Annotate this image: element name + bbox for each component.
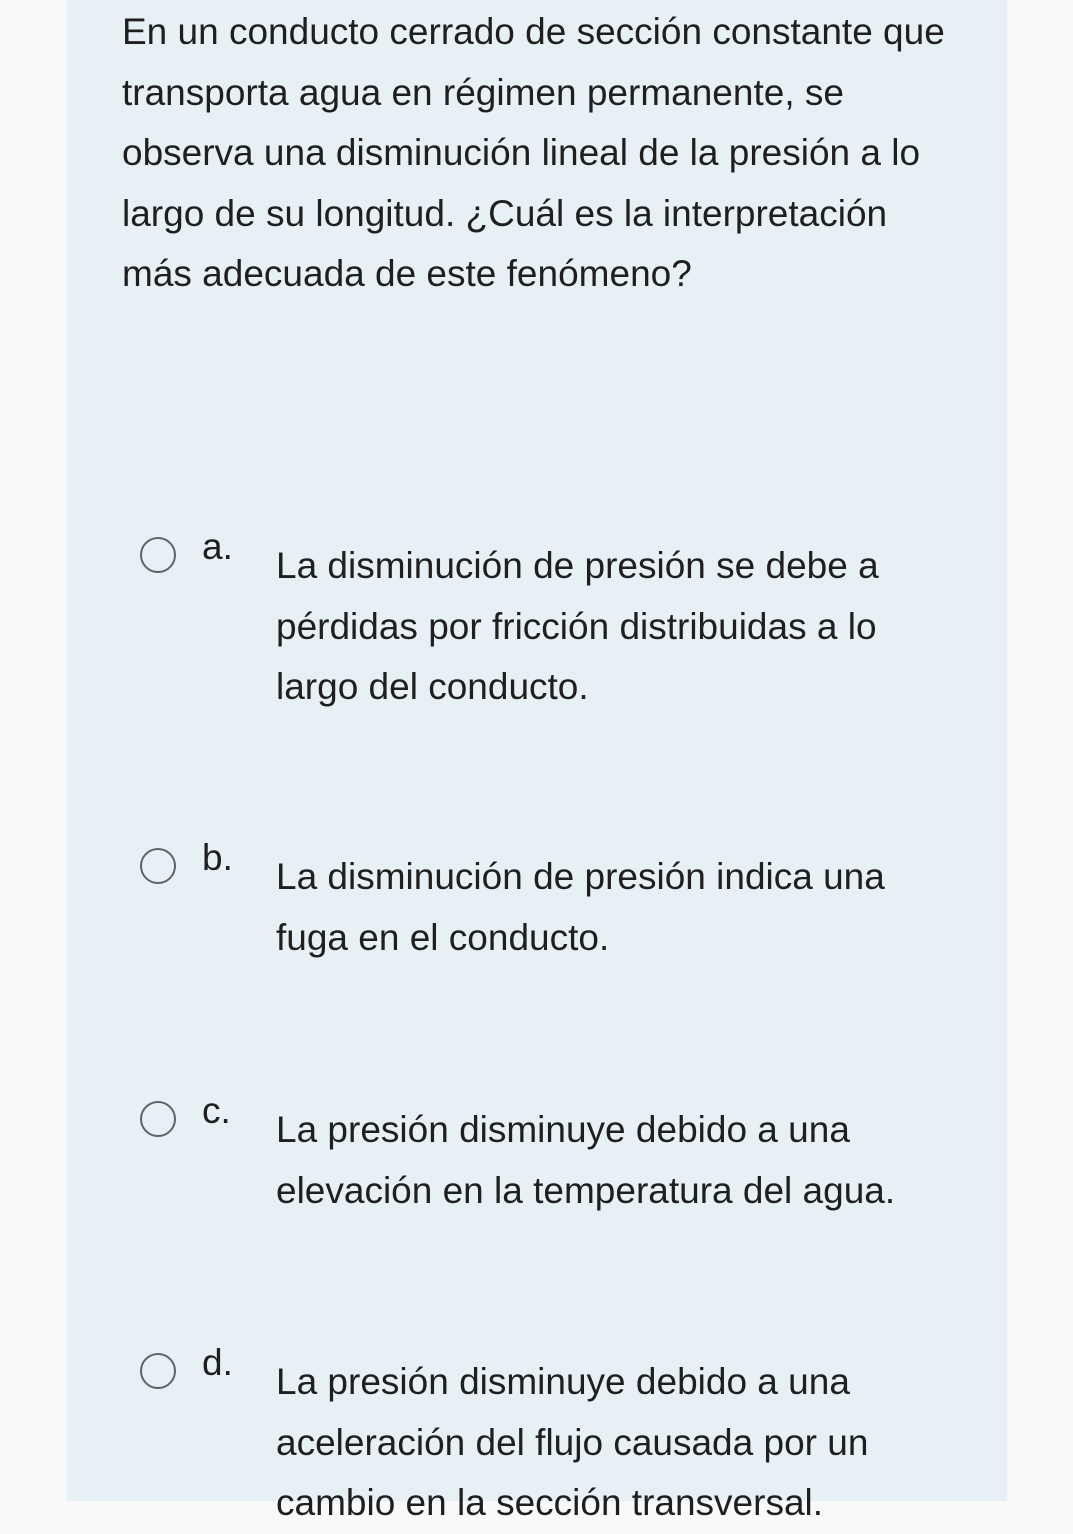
option-letter-b: b. [202,837,233,878]
question-text: En un conducto cerrado de sección constante que transporta agua en régimen permanente, se observa una disminución lineal de la presión a lo largo de su longitud. ¿Cuál es la interpretación más adecuada de este fenómeno? [122,11,945,294]
radio-button-c[interactable] [140,1101,176,1137]
radio-button-a[interactable] [140,537,176,573]
radio-button-b[interactable] [140,848,176,884]
option-letter-a: a. [202,526,233,567]
option-letter-d: d. [202,1342,233,1383]
radio-button-d[interactable] [140,1353,176,1389]
option-text-b: La disminución de presión indica una fuga en el conducto. [276,856,885,958]
option-text-c: La presión disminuye debido a una elevación en la temperatura del agua. [276,1109,896,1211]
option-text-a: La disminución de presión se debe a pérdidas por fricción distribuidas a lo largo del conducto. [276,545,879,707]
option-text-d: La presión disminuye debido a una aceleración del flujo causada por un cambio en la sección transversal. [276,1361,869,1523]
option-letter-c: c. [202,1090,231,1131]
